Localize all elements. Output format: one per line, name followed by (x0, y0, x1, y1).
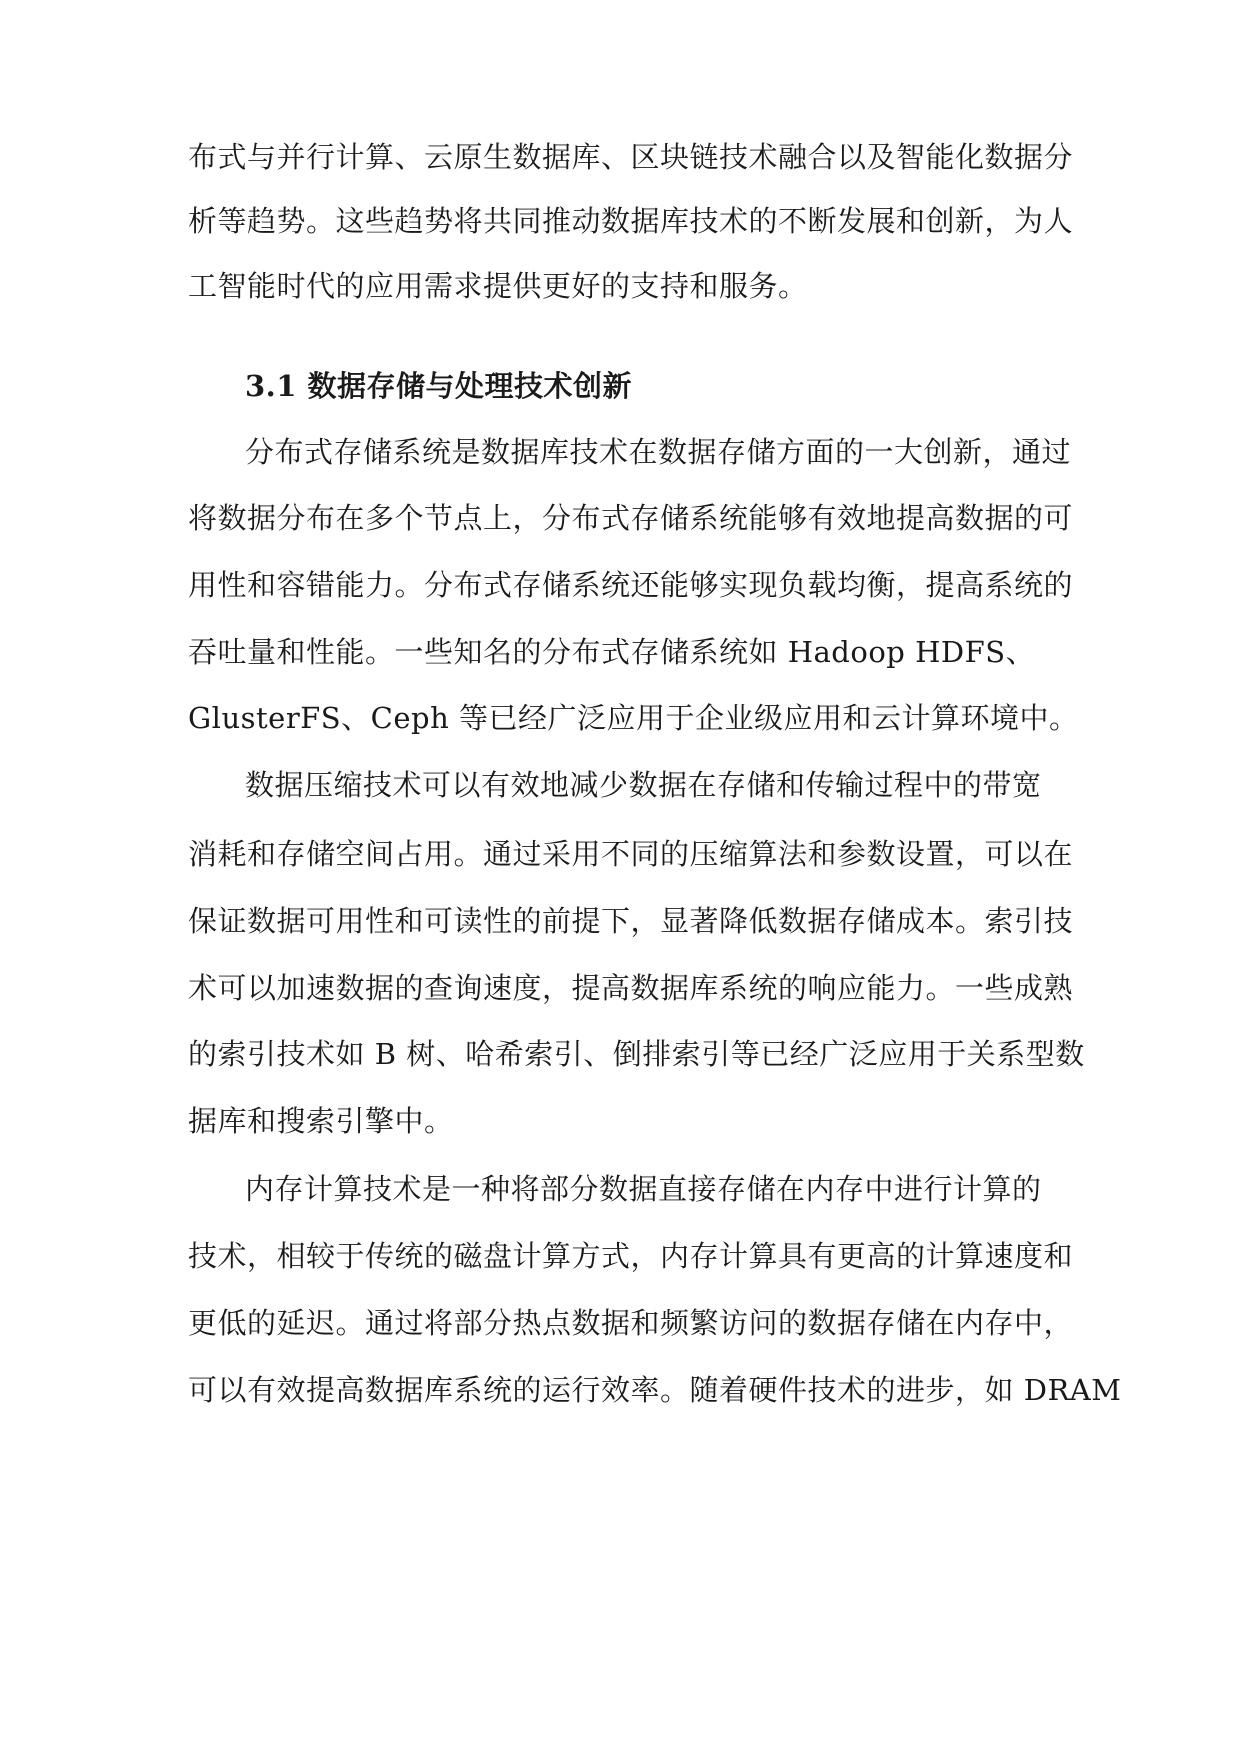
paragraph-line: GlusterFS、Ceph 等已经广泛应用于企业级应用和云计算环境中。 (188, 701, 1079, 735)
paragraph-line: 据库和搜索引擎中。 (188, 1104, 454, 1138)
paragraph-line: 数据压缩技术可以有效地减少数据在存储和传输过程中的带宽 (245, 768, 1042, 802)
paragraph-line: 的索引技术如 B 树、哈希索引、倒排索引等已经广泛应用于关系型数 (188, 1037, 1085, 1071)
paragraph-line: 保证数据可用性和可读性的前提下，显著降低数据存储成本。索引技 (188, 904, 1074, 938)
section-heading: 3.1 数据存储与处理技术创新 (245, 369, 633, 403)
paragraph-line: 吞吐量和性能。一些知名的分布式存储系统如 Hadoop HDFS、 (188, 635, 1036, 669)
paragraph-line: 更低的延迟。通过将部分热点数据和频繁访问的数据存储在内存中， (188, 1306, 1074, 1340)
intro-line: 析等趋势。这些趋势将共同推动数据库技术的不断发展和创新，为人 (188, 204, 1074, 238)
paragraph-line: 可以有效提高数据库系统的运行效率。随着硬件技术的进步，如 DRAM (188, 1373, 1122, 1407)
paragraph-line: 分布式存储系统是数据库技术在数据存储方面的一大创新，通过 (245, 435, 1072, 469)
paragraph-line: 技术，相较于传统的磁盘计算方式，内存计算具有更高的计算速度和 (188, 1239, 1074, 1273)
paragraph-line: 术可以加速数据的查询速度，提高数据库系统的响应能力。一些成熟 (188, 971, 1074, 1005)
paragraph-line: 将数据分布在多个节点上，分布式存储系统能够有效地提高数据的可 (188, 501, 1074, 535)
paragraph-line: 消耗和存储空间占用。通过采用不同的压缩算法和参数设置，可以在 (188, 837, 1074, 871)
intro-line: 工智能时代的应用需求提供更好的支持和服务。 (188, 269, 808, 303)
paragraph-line: 内存计算技术是一种将部分数据直接存储在内存中进行计算的 (245, 1172, 1042, 1206)
intro-line: 布式与并行计算、云原生数据库、区块链技术融合以及智能化数据分 (188, 140, 1074, 174)
paragraph-line: 用性和容错能力。分布式存储系统还能够实现负载均衡，提高系统的 (188, 568, 1074, 602)
